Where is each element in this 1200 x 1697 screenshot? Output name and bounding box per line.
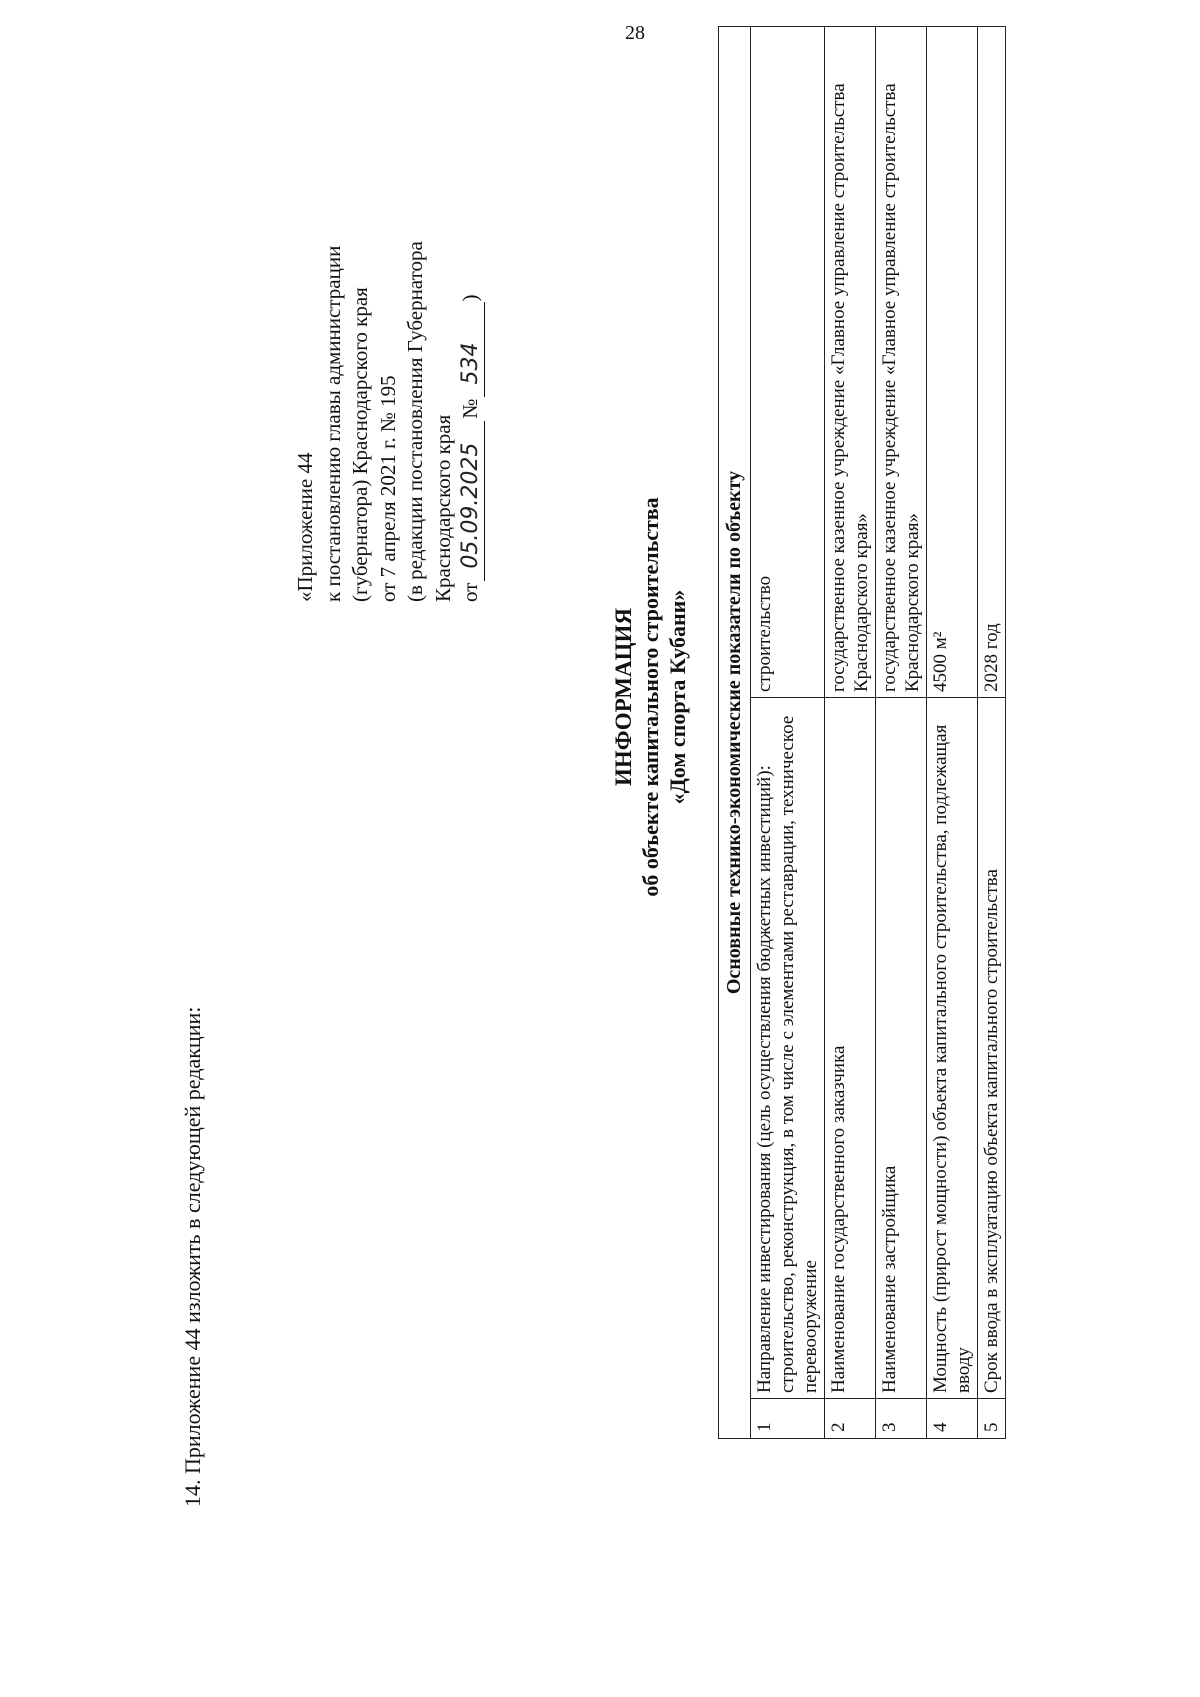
handwritten-number-field (457, 302, 485, 397)
row-value: государственное казенное учреждение «Главное управление строительства Краснодарского края» (825, 27, 876, 698)
table-header: Основные технико-экономические показатели по объекту (719, 27, 751, 1439)
title-object-name: «Дом спорта Кубани» (665, 589, 690, 805)
appendix-line: (губернатора) Краснодарского края (348, 287, 372, 602)
table-row (825, 27, 876, 1439)
row-value: 2028 год (978, 27, 1006, 698)
table-row (927, 27, 978, 1439)
row-number: 2 (825, 1399, 876, 1439)
appendix-line: «Приложение 44 (293, 452, 317, 602)
amendment-instruction: 14. Приложение 44 изложить в следующей редакции: (180, 1006, 205, 1507)
row-label: Направление инвестирования (цель осуществления бюджетных инвестиций): строительство, реконструкция, в том числе с элементами реставрации, техническое перевооружение (751, 698, 825, 1399)
row-label: Срок ввода в эксплуатацию объекта капитального строительства (978, 698, 1006, 1399)
appendix-header (292, 42, 485, 602)
row-label: Наименование государственного заказчика (825, 698, 876, 1399)
appendix-line: Краснодарского края (430, 414, 455, 602)
indicators-table (718, 26, 1006, 1439)
page-number: 28 (625, 22, 645, 44)
row-number: 5 (978, 1399, 1006, 1439)
row-number: 3 (876, 1399, 927, 1439)
handwritten-date: 05.09.2025 (457, 442, 483, 569)
table-row (751, 27, 825, 1439)
row-value: строительство (751, 27, 825, 698)
table-row (978, 27, 1006, 1439)
appendix-line: (в редакции постановления Губернатора (403, 241, 427, 602)
appendix-line: от 7 апреля 2021 г. № 195 (375, 375, 400, 602)
date-prefix: от (458, 582, 482, 602)
appendix-line: к постановлению главы администрации (320, 245, 345, 602)
title-subtitle: об объекте капитального строительства (638, 497, 663, 897)
closing-paren: ) (458, 294, 482, 302)
number-prefix: № (458, 398, 482, 419)
row-label: Наименование застройщика (876, 698, 927, 1399)
row-number: 1 (751, 1399, 825, 1439)
row-number: 4 (927, 1399, 978, 1439)
row-value: государственное казенное учреждение «Главное управление строительства Краснодарского края» (876, 27, 927, 698)
document-title (610, 397, 691, 997)
row-label: Мощность (прирост мощности) объекта капитального строительства, подлежащая вводу (927, 698, 978, 1399)
appendix-date-line (457, 42, 485, 602)
table-row (876, 27, 927, 1439)
handwritten-date-field (457, 421, 485, 581)
title-main: ИНФОРМАЦИЯ (611, 607, 636, 787)
handwritten-number: 534 (457, 342, 483, 385)
row-value: 4500 м² (927, 27, 978, 698)
